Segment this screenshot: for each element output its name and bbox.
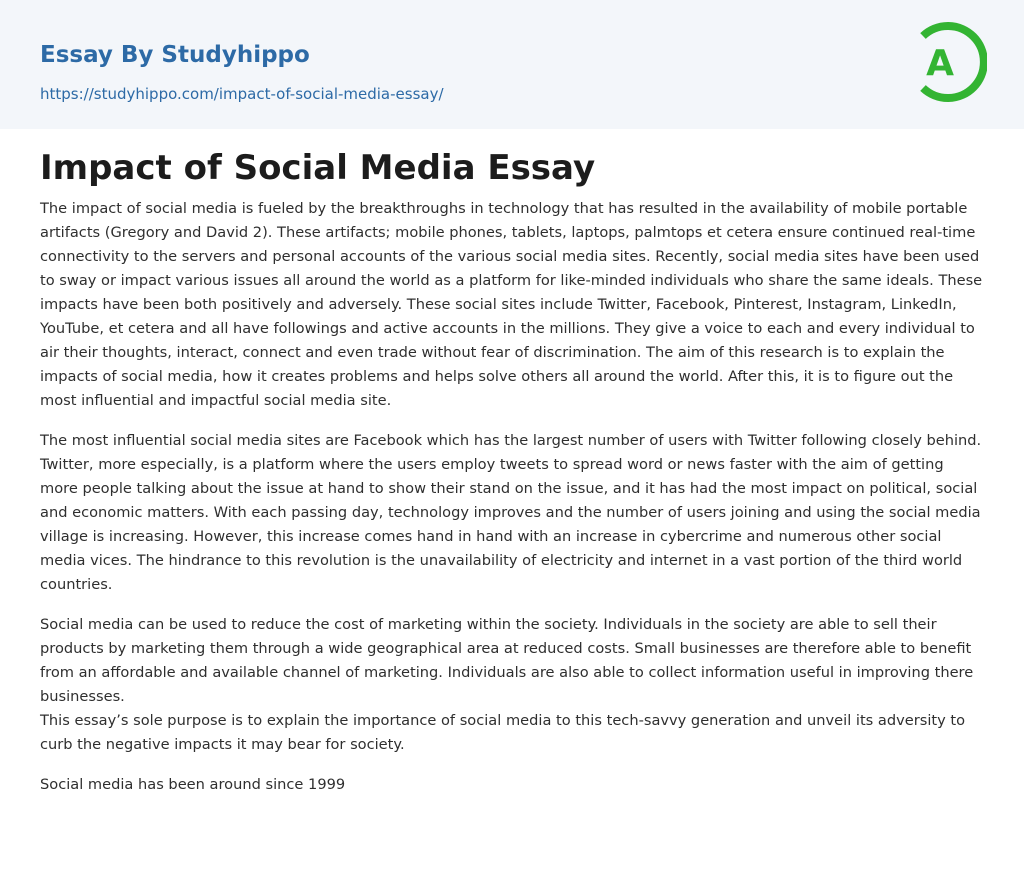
- paragraph-1: The impact of social media is fueled by the breakthroughs in technology that has resulted in the availability of mobile portable artifacts (Gregory and David 2). These artifacts; mobile phones, tablets, laptops, palmtops et cetera ensure continued real-time connectivity to the servers and personal accounts of the various social media sites. Recently, social media sites have been used to sway or impact various issues all around the world as a platform for like-minded individuals who share the same ideals. These impacts have been both positively and adversely. These social sites include Twitter, Facebook, Pinterest, Instagram, LinkedIn, YouTube, et cetera and all have followings and active accounts in the millions. They give a voice to each and every individual to air their thoughts, interact, connect and even trade without fear of discrimination. The aim of this research is to explain the impacts of social media, how it creates problems and helps solve others all around the world. After this, it is to figure out the most influential and impactful social media site.: [40, 200, 983, 409]
- paragraph-2: The most influential social media sites are Facebook which has the largest number of users with Twitter following closely behind. Twitter, more especially, is a platform where the users employ tweets to spread word or news faster with the aim of getting more people talking about the issue at hand to show their stand on the issue, and it has had the most impact on political, social and economic matters. With each passing day, technology improves and the number of users joining and using the social media village is increasing. However, this increase comes hand in hand with an increase in cybercrime and numerous other social media vices. The hindrance to this revolution is the unavailability of electricity and internet in a vast portion of the third world countries.: [40, 432, 982, 593]
- paragraph-3: Social media can be used to reduce the cost of marketing within the society. Individuals in the society are able to sell their products by marketing them through a wide geographical area at reduced costs. Small businesses are therefore able to benefit from an affordable and available channel of marketing. Individuals are also able to collect information useful in improving there businesses.: [40, 616, 974, 705]
- page-title: Impact of Social Media Essay: [40, 148, 596, 188]
- brand-title[interactable]: Essay By Studyhippo: [40, 42, 310, 68]
- paragraph-4: This essay’s sole purpose is to explain the importance of social media to this tech-savvy generation and unveil its adversity to curb the negative impacts it may bear for society.: [40, 712, 966, 753]
- studyhippo-logo-icon[interactable]: [911, 18, 987, 106]
- article: [40, 145, 986, 813]
- logo-letter: A: [926, 43, 954, 84]
- site-header: [0, 0, 1024, 129]
- paragraph-5: Social media has been around since 1999: [40, 776, 346, 793]
- article-url-link[interactable]: https://studyhippo.com/impact-of-social-media-essay/: [40, 85, 444, 103]
